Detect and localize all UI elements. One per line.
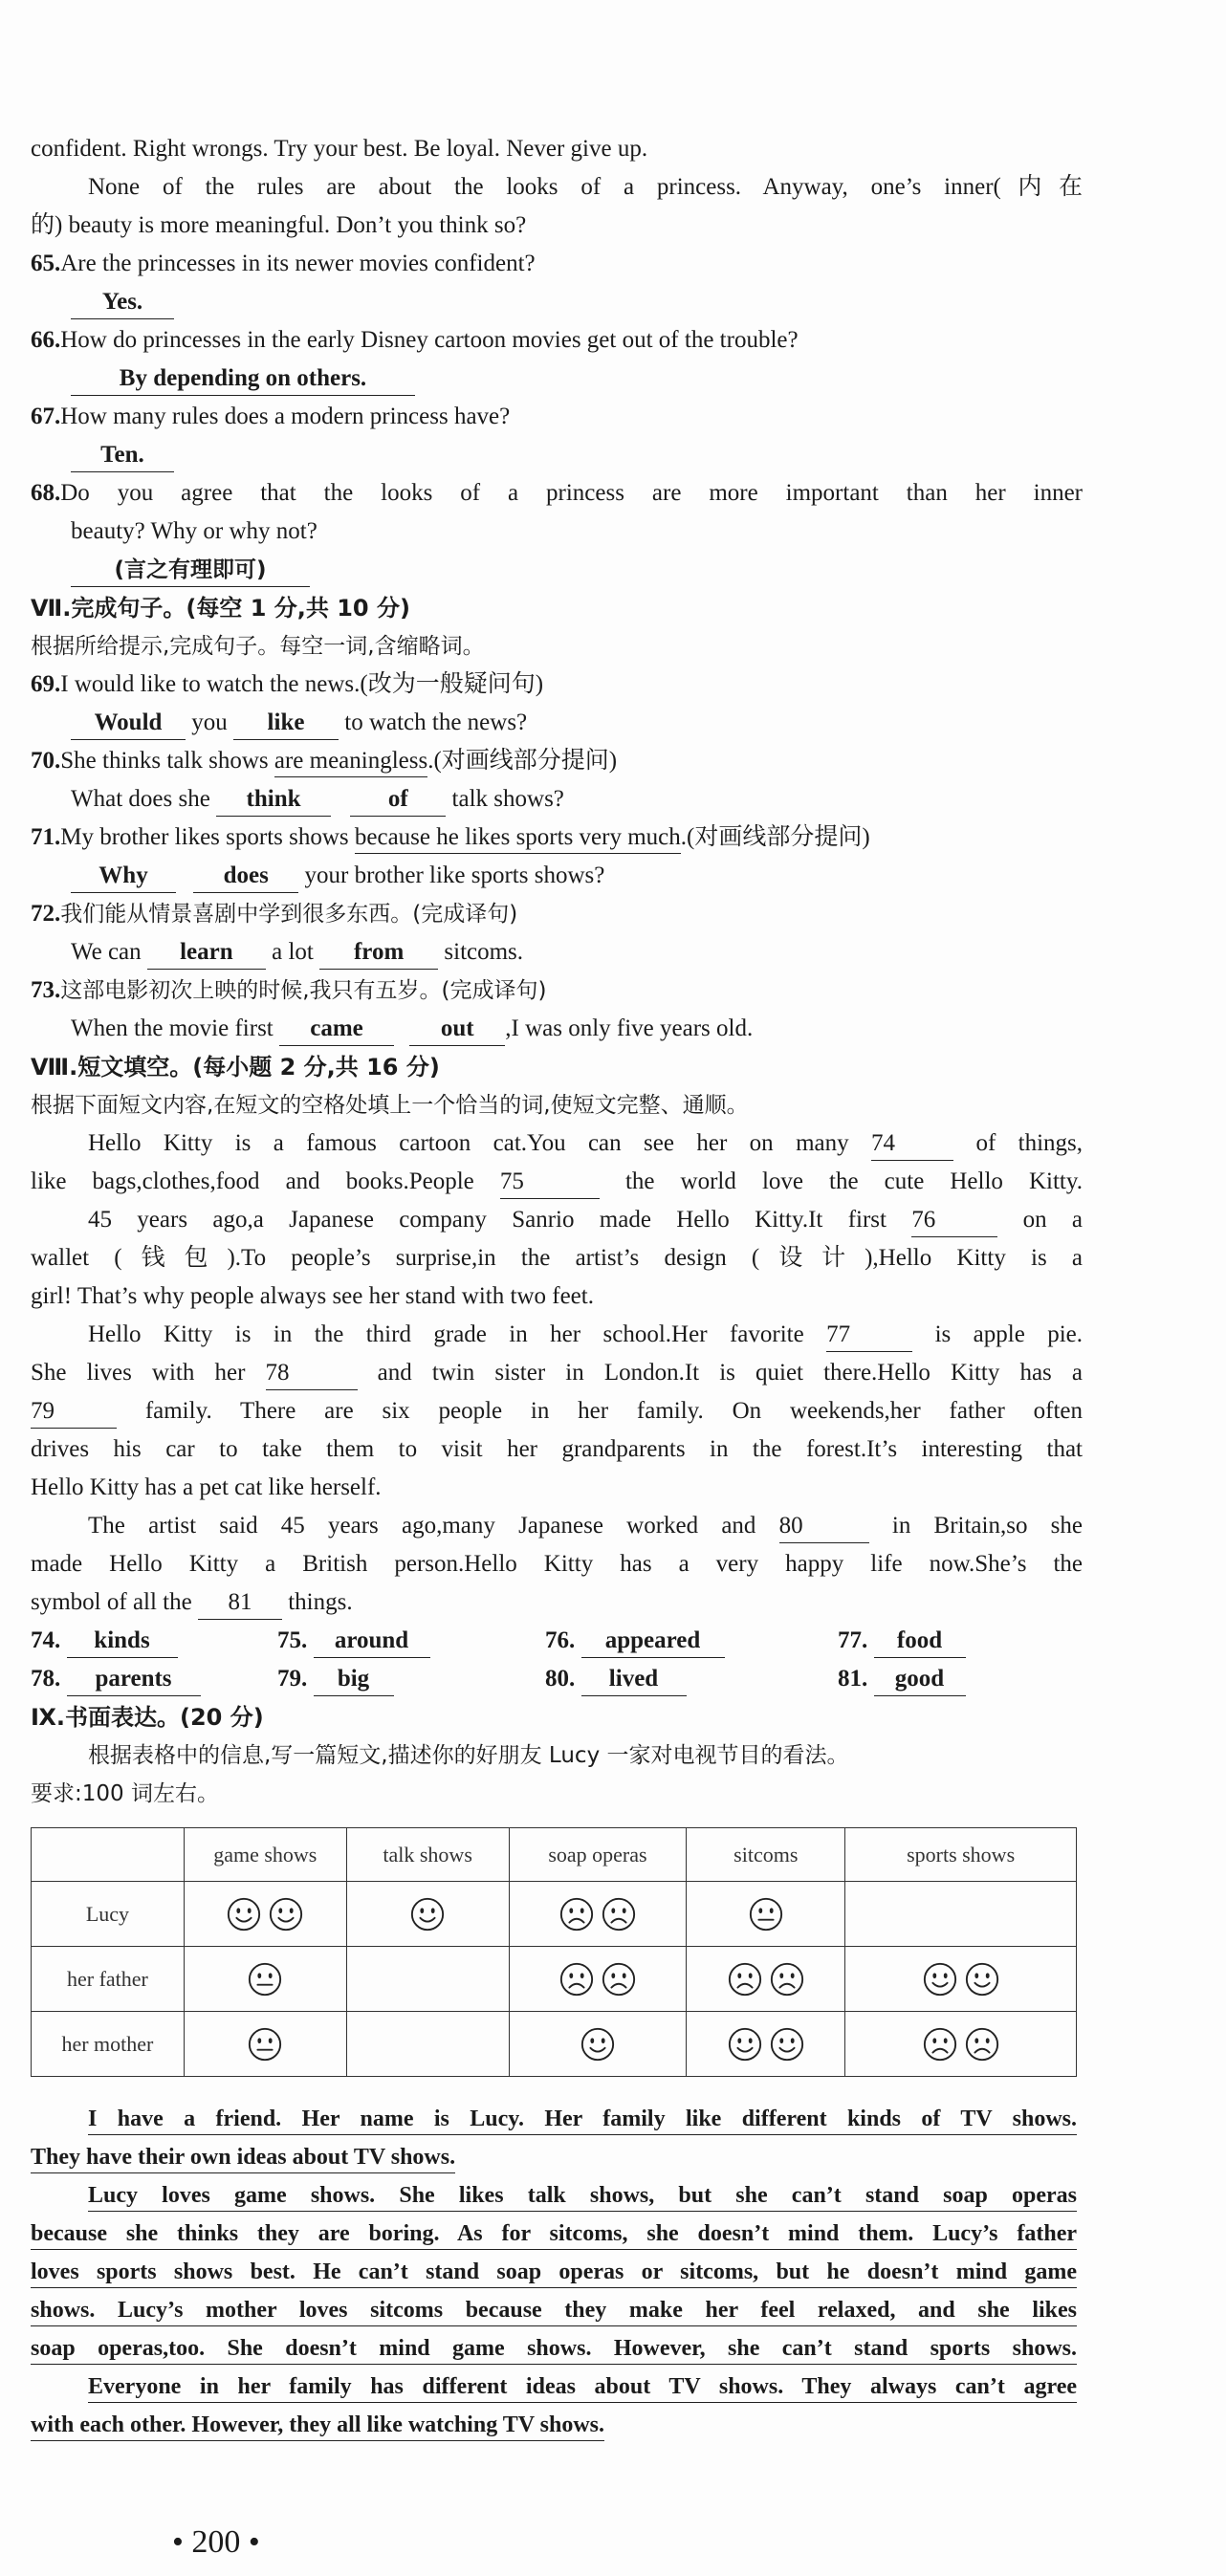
answer-71: Why does your brother like sports shows? — [31, 857, 1123, 895]
question-68-cont: beauty? Why or why not? — [71, 518, 317, 544]
cloze-line: Hello Kitty has a pet cat like herself. — [31, 1474, 382, 1500]
passage-line: 的) beauty is more meaningful. Don’t you think so? — [31, 212, 527, 238]
happy-face-icon — [409, 1896, 446, 1932]
sad-face-icon — [601, 1961, 637, 1997]
happy-face-icon — [964, 1961, 1000, 1997]
table-cell — [184, 1947, 346, 2012]
happy-face-icon — [922, 1961, 958, 1997]
answer-69: Would you like to watch the news? — [31, 704, 1123, 742]
row-label: her father — [32, 1947, 185, 2012]
tv-opinion-table — [31, 1827, 1077, 2077]
neutral-face-icon — [247, 1961, 283, 1997]
essay-line: Everyone in her family has different ideas about TV shows. They always can’t agree — [31, 2368, 1077, 2406]
neutral-face-icon — [748, 1896, 784, 1932]
table-row — [32, 1882, 1077, 1947]
section-9-requirement: 要求:100 词左右。 — [31, 1781, 219, 1806]
sad-face-icon — [558, 1896, 595, 1932]
happy-face-icon — [268, 1896, 304, 1932]
essay-line: Lucy loves game shows. She likes talk shows, but she can’t stand soap operas — [31, 2176, 1077, 2215]
page-number: • 200 • — [172, 2524, 260, 2560]
cloze-line: 45 years ago,a Japanese company Sanrio made Hello Kitty.It first 76 on a — [31, 1201, 1083, 1239]
table-cell — [687, 1882, 845, 1947]
cloze-line: symbol of all the 81 things. — [31, 1583, 1083, 1622]
table-cell — [346, 2012, 509, 2077]
sad-face-icon — [922, 2026, 958, 2063]
sad-face-icon — [558, 1961, 595, 1997]
passage-line: None of the rules are about the looks of a princess. Anyway, one’s inner(内在 — [88, 174, 1083, 200]
table-cell — [509, 1882, 687, 1947]
happy-face-icon — [727, 2026, 763, 2063]
question-72: 72.我们能从情景喜剧中学到很多东西。(完成译句) — [31, 901, 518, 927]
answer-72: We can learn a lot from sitcoms. — [31, 933, 1123, 971]
table-header: sitcoms — [687, 1828, 845, 1882]
sad-face-icon — [769, 1961, 805, 1997]
essay-line: with each other. However, they all like watching TV shows. — [31, 2406, 1077, 2444]
cloze-line: 79 family. There are six people in her family. On weekends,her father often — [31, 1392, 1083, 1430]
cloze-line: like bags,clothes,food and books.People 75 the world love the cute Hello Kitty. — [31, 1163, 1083, 1201]
happy-face-icon — [580, 2026, 616, 2063]
question-73: 73.这部电影初次上映的时候,我只有五岁。(完成译句) — [31, 977, 547, 1003]
answer-73: When the movie first came out ,I was only five years old. — [31, 1010, 1123, 1048]
table-cell — [184, 2012, 346, 2077]
question-66: 66.How do princesses in the early Disney cartoon movies get out of the trouble? — [31, 327, 799, 353]
section-7-title: Ⅶ.完成句子。(每空 1 分,共 10 分) — [31, 595, 410, 622]
table-corner — [32, 1828, 185, 1882]
table-header: talk shows — [346, 1828, 509, 1882]
essay-line: loves sports shows best. He can’t stand soap operas or sitcoms, but he doesn’t mind game — [31, 2253, 1077, 2291]
cloze-line: girl! That’s why people always see her stand with two feet. — [31, 1283, 594, 1309]
section-9-instruction: 根据表格中的信息,写一篇短文,描述你的好朋友 Lucy 一家对电视节目的看法。 — [88, 1743, 849, 1768]
essay-line: soap operas,too. She doesn’t mind game shows. However, she can’t stand sports shows. — [31, 2329, 1077, 2368]
cloze-line: Hello Kitty is a famous cartoon cat.You can see her on many 74 of things, — [31, 1124, 1083, 1163]
exam-page: confident. Right wrongs. Try your best. Be loyal. Never give up. None of the rules are about the looks of a princess. Anyway, one’s inner(内在 的) beauty is more meaningful. Don’t you think so? 65.Are the princesses in its newer movies confident? Yes. 66.How do princesses in the early Disney cartoon movies get out of the trouble? By depending on others. 67.How many rules does a modern princess have? Ten. 68.Do you agree that the looks of a princess are more important than her inner beauty? Why or why not? (言之有理即可) Ⅶ.完成句子。(每空 1 分,共 10 分) 根据所给提示,完成句子。每空一词,含缩略词。 69.I would like to watch the news.(改为一般疑问句) Would you like to watch the news? 70.She thinks talk shows are meaningless.(对画线部分提问) What does she think of talk shows? 71.My brother likes sports shows because he likes sports very much.(对画线部分提问) Why does your brother like sports shows? 72.我们能从情景喜剧中学到很多东西。(完成译句) We can learn a lot from sitcoms. 73.这部电影初次上映的时候,我只有五岁。(完成译句) When the movie first came out ,I was only five years old. Ⅷ.短文填空。(每小题 2 分,共 16 分) 根据下面短文内容,在短文的空格处填上一个恰当的词,使短文完整、通顺。 Hello Kitty is a famous cartoon cat.You can see her on many 74 of things, like bags,clothes,food and books.People 75 the world love the cute Hello Kitty. 45 years ago,a Japanese company Sanrio made Hello Kitty.It first 76 on a wallet (钱包).To people’s surprise,in the artist’s design (设计),Hello Kitty is a girl! That’s why people always see her stand with two feet. Hello Kitty is in the third grade in her school.Her favorite 77 is apple pie. She lives with her 78 and twin sister in London.It is quiet there.Hello Kitty has a 79 family. There are six people in her family. On weekends,her father often drives his car to take them to visit her grandparents in the forest.It’s interesting that Hello Kitty has a pet cat like herself. The artist said 45 years ago,many Japanese worked and 80 in Britain,so she made Hello Kitty a British person.Hello Kitty has a very happy life now.She’s the symbol of all the 81 things. 74. kinds 75. around 76. appeared 77. food 78. parents 79. big 80. lived 81. good Ⅸ.书面表达。(20 分) 根据表格中的信息,写一篇短文,描述你的好朋友 Lucy 一家对电视节目的看法。 要求:100 词左右。 game shows talk shows soap operas sitcoms sports shows Lucy her father her mother I have a friend. Her name is Lucy. Her family like different kinds of TV shows. They have their own ideas about TV shows. Lucy loves game shows. She likes talk shows, but she can’t stand soap operas because she thinks they are boring. As for sitcoms, she doesn’t mind them. Lucy’s father loves sports shows best. He can’t stand soap operas or sitcoms, but he doesn’t mind game shows. Lucy’s mother loves sitcoms because they make her feel relaxed, and she likes soap operas,too. She doesn’t mind game shows. However, she can’t stand sports shows. Everyone in her family has different ideas about TV shows. They always can’t agree with each other. However, they all like watching TV shows. • 200 • — [0, 0, 1226, 2576]
answer-70: What does she think of talk shows? — [31, 780, 1123, 819]
table-row — [32, 2012, 1077, 2077]
table-header: soap operas — [509, 1828, 687, 1882]
happy-face-icon — [226, 1896, 262, 1932]
question-71: 71.My brother likes sports shows because he likes sports very much.(对画线部分提问) — [31, 819, 1083, 857]
table-cell — [845, 2012, 1077, 2077]
table-cell — [184, 1882, 346, 1947]
section-9-title: Ⅸ.书面表达。(20 分) — [31, 1704, 264, 1731]
table-cell — [687, 1947, 845, 2012]
question-69: 69.I would like to watch the news.(改为一般疑问句) — [31, 671, 544, 697]
table-cell — [687, 2012, 845, 2077]
passage-line: confident. Right wrongs. Try your best. Be loyal. Never give up. — [31, 136, 648, 162]
answer-65: Yes. — [31, 283, 1123, 321]
table-cell — [346, 1882, 509, 1947]
table-cell — [346, 1947, 509, 2012]
answer-68: (言之有理即可) — [31, 551, 1123, 589]
sad-face-icon — [727, 1961, 763, 1997]
cloze-line: The artist said 45 years ago,many Japanese worked and 80 in Britain,so she — [31, 1507, 1083, 1545]
happy-face-icon — [769, 2026, 805, 2063]
table-header: sports shows — [845, 1828, 1077, 1882]
section-8-instruction: 根据下面短文内容,在短文的空格处填上一个恰当的词,使短文完整、通顺。 — [31, 1093, 749, 1118]
table-cell — [845, 1947, 1077, 2012]
table-header: game shows — [184, 1828, 346, 1882]
question-65: 65.Are the princesses in its newer movies confident? — [31, 251, 536, 276]
table-cell — [509, 2012, 687, 2077]
sad-face-icon — [964, 2026, 1000, 2063]
question-70: 70.She thinks talk shows are meaningless.(对画线部分提问) — [31, 742, 1083, 780]
table-cell — [845, 1882, 1077, 1947]
cloze-line: wallet (钱包).To people’s surprise,in the artist’s design (设计),Hello Kitty is a — [31, 1245, 1083, 1271]
section-7-instruction: 根据所给提示,完成句子。每空一词,含缩略词。 — [31, 634, 485, 659]
question-68: 68.Do you agree that the looks of a princess are more important than her inner — [31, 480, 1083, 506]
essay-line: because she thinks they are boring. As for sitcoms, she doesn’t mind them. Lucy’s father — [31, 2215, 1077, 2253]
sad-face-icon — [601, 1896, 637, 1932]
cloze-line: Hello Kitty is in the third grade in her school.Her favorite 77 is apple pie. — [31, 1316, 1083, 1354]
row-label: Lucy — [32, 1882, 185, 1947]
cloze-line: She lives with her 78 and twin sister in London.It is quiet there.Hello Kitty has a — [31, 1354, 1083, 1392]
answer-67: Ten. — [31, 436, 1123, 474]
cloze-line: drives his car to take them to visit her grandparents in the forest.It’s interesting that — [31, 1436, 1083, 1462]
essay-line: I have a friend. Her name is Lucy. Her family like different kinds of TV shows. — [31, 2100, 1077, 2138]
answer-66: By depending on others. — [31, 360, 1123, 398]
table-row — [32, 1947, 1077, 2012]
section-8-title: Ⅷ.短文填空。(每小题 2 分,共 16 分) — [31, 1054, 440, 1081]
cloze-line: made Hello Kitty a British person.Hello Kitty has a very happy life now.She’s the — [31, 1551, 1083, 1577]
table-header-row — [32, 1828, 1077, 1882]
essay-line: They have their own ideas about TV shows. — [31, 2138, 1077, 2176]
question-67: 67.How many rules does a modern princess have? — [31, 404, 511, 429]
table-cell — [509, 1947, 687, 2012]
essay-line: shows. Lucy’s mother loves sitcoms because they make her feel relaxed, and she likes — [31, 2291, 1077, 2329]
row-label: her mother — [32, 2012, 185, 2077]
neutral-face-icon — [247, 2026, 283, 2063]
